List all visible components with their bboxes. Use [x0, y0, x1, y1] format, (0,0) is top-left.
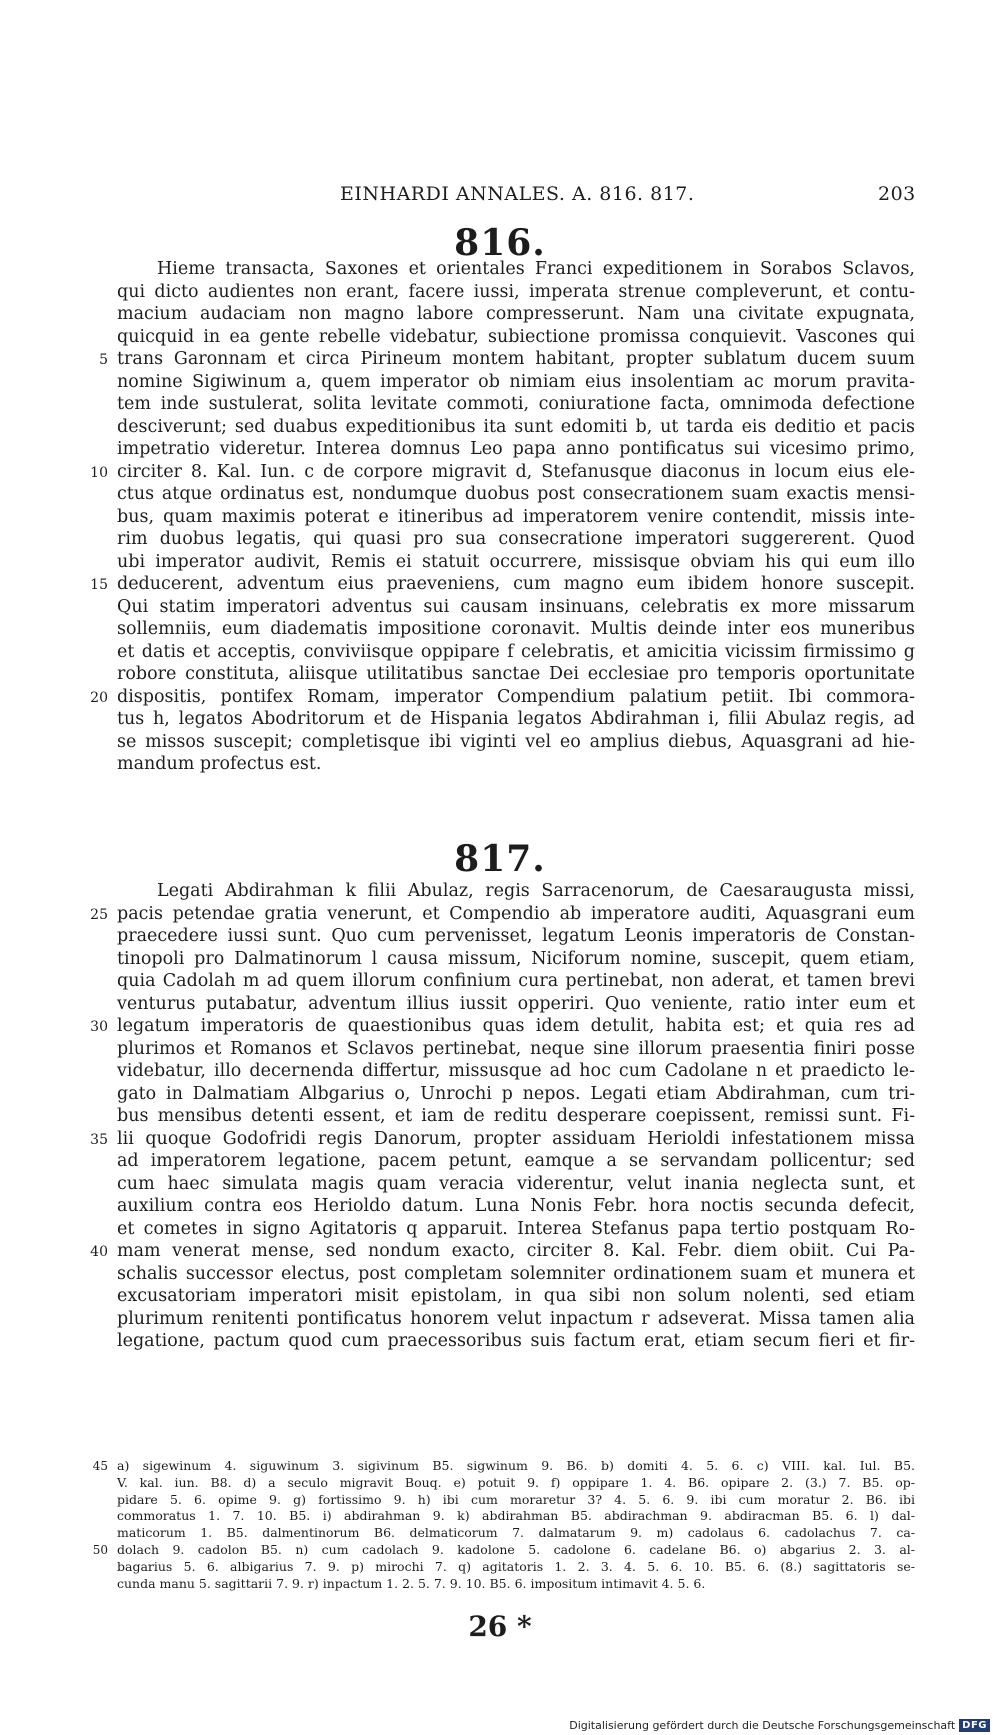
running-title: EINHARDI ANNALES. A. 816. 817.: [340, 183, 695, 205]
text-line: [117, 1492, 915, 1509]
text-line: [117, 1195, 915, 1218]
text-line: [117, 1330, 915, 1353]
line-text: bus, quam maximis poterat e itineribus ad imperatorem venire contendit, missis inte-: [117, 506, 915, 527]
text-line: [117, 1173, 915, 1196]
text-line: [117, 596, 915, 619]
line-text: legatione, pactum quod cum praecessoribus suis factum erat, etiam secum fieri et fir-: [117, 1331, 915, 1351]
line-text: cum haec simulata magis quam veracia viderentur, velut inania neglecta sunt, et: [117, 1173, 915, 1194]
text-line: [117, 993, 915, 1016]
line-text: ad imperatorem legatione, pacem petunt, eamque a se servandam pollicentur; sed: [117, 1151, 915, 1171]
line-number: 25: [90, 906, 108, 923]
line-text: cunda manu 5. sagittarii 7. 9. r) inpactum 1. 2. 5. 7. 9. 10. B5. 6. impositum intimavit 4. 5. 6.: [117, 1575, 706, 1591]
text-line: [117, 281, 915, 304]
funding-text: Digitalisierung gefördert durch die Deutsche Forschungsgemeinschaft: [569, 1718, 956, 1732]
text-line: [90, 461, 915, 484]
text-line: [117, 1083, 915, 1106]
line-text: trans Garonnam et circa Pirineum montem habitant, propter sublatum ducem suum: [117, 349, 915, 369]
page-number: 203: [878, 183, 916, 205]
text-line: [117, 708, 915, 731]
line-text: quicquid in ea gente rebelle videbatur, subiectione promissa conquievit. Vascones qui: [117, 326, 915, 347]
line-text: videbatur, illo decernenda differtur, missusque ad hoc cum Cadolane n et praedicto le-: [117, 1061, 915, 1081]
line-text: sollemniis, eum diadematis impositione coronavit. Multis deinde inter eos muneribus: [117, 619, 915, 639]
line-number: 20: [90, 689, 108, 706]
line-text: tem inde sustulerat, solita levitate commoti, coniuratione facta, omnimoda defectione: [117, 394, 915, 414]
line-text: Legati Abdirahman k filii Abulaz, regis Sarracenorum, de Caesaraugusta missi,: [157, 881, 915, 901]
line-text: praecedere iussi sunt. Quo cum pervenisset, legatum Leonis imperatoris de Constan-: [117, 926, 915, 946]
text-line: [117, 1308, 915, 1331]
line-number: 50: [92, 1542, 108, 1557]
text-line: [117, 371, 915, 394]
text-line: [90, 1128, 915, 1151]
line-number: 35: [90, 1131, 108, 1148]
text-line: [117, 1218, 915, 1241]
line-number: 45: [92, 1459, 108, 1473]
text-line: [117, 1060, 915, 1083]
line-text: gato in Dalmatiam Albgarius o, Unrochi p nepos. Legati etiam Abdirahman, cum tri-: [117, 1083, 915, 1104]
line-text: plurimos et Romanos et Sclavos pertinebat, neque sine illorum praesentia finiri posse: [117, 1038, 915, 1059]
line-text: bagarius 5. 6. albigarius 7. 9. p) mirochi 7. q) agitatoris 1. 2. 3. 4. 5. 6. 10. B5. 6. (8.) sagittatoris se-: [117, 1558, 915, 1574]
line-text: macium audaciam non magno labore compresserunt. Nam una civitate expugnata,: [117, 304, 915, 324]
line-number: 40: [90, 1244, 108, 1260]
text-line: [90, 686, 915, 709]
line-text: quia Cadolah m ad quem illorum confinium cura pertinebat, non aderat, et tamen brevi: [117, 971, 915, 991]
line-text: dolach 9. cadolon B5. n) cum cadolach 9. kadolone 5. cadolone 6. cadelane B6. o) abgarius 2. 3. al-: [117, 1541, 915, 1557]
line-text: dispositis, pontifex Romam, imperator Compendium palatium petiit. Ibi commora-: [117, 686, 915, 707]
text-line: [117, 1263, 915, 1286]
funding-note: [569, 1717, 990, 1733]
text-line: [117, 1576, 915, 1593]
text-line: [117, 618, 915, 641]
line-text: excusatoriam imperatori misit epistolam, in qua sibi non solum nolenti, sed etiam: [117, 1286, 915, 1306]
text-line: [117, 506, 915, 529]
text-line: [117, 1105, 915, 1128]
text-line: [117, 641, 915, 664]
line-text: qui dicto audientes non erant, facere iussi, imperata strenue compleverunt, et contu-: [117, 281, 915, 302]
footnotes: [92, 1458, 915, 1592]
text-line: [90, 903, 915, 926]
line-text: tus h, legatos Abodritorum et de Hispania legatos Abdirahman i, filii Abulaz regis, ad: [117, 709, 915, 729]
line-text: bus mensibus detenti essent, et iam de reditu desperare coepissent, remissi sunt. Fi-: [117, 1106, 915, 1126]
text-line: [92, 1458, 915, 1475]
dfg-logo: DFG: [959, 1719, 990, 1732]
text-line: [117, 1285, 915, 1308]
line-text: legatum imperatoris de quaestionibus quas idem detulit, habita est; et quia res ad: [117, 1016, 915, 1036]
line-number: 10: [90, 464, 108, 481]
line-text: circiter 8. Kal. Iun. c de corpore migravit d, Stefanusque diaconus in locum eius ele-: [117, 461, 915, 482]
text-line: [90, 1015, 915, 1038]
line-number: 5: [99, 352, 108, 368]
line-text: impetratio videretur. Interea domnus Leo papa anno pontificatus sui vicesimo primo,: [117, 439, 915, 459]
text-line: [117, 416, 915, 439]
signature-mark: 26 *: [468, 1610, 532, 1643]
annal-817-text: [90, 880, 915, 1353]
text-line: [117, 1559, 915, 1576]
text-line: [117, 1150, 915, 1173]
text-line: [117, 731, 915, 754]
line-text: tinopoli pro Dalmatinorum l causa missum, Niciforum nomine, suscepit, quem etiam,: [117, 948, 915, 969]
line-text: commoratus 1. 7. 10. B5. i) abdirahman 9. k) abdirahman B5. abdirachman 9. abdiracman B5. 6. l) dal-: [117, 1508, 915, 1524]
line-text: schalis successor electus, post completam solemniter ordinationem suam et munera et: [117, 1263, 915, 1284]
text-line: [90, 573, 915, 596]
text-line: [117, 551, 915, 574]
running-head: [0, 183, 1000, 213]
line-number: 15: [90, 577, 108, 593]
line-text: pacis petendae gratia venerunt, et Compendio ab imperatore auditi, Aquasgrani eum: [117, 903, 915, 924]
year-heading-817: 817.: [454, 838, 546, 880]
text-line: [117, 753, 915, 776]
line-number: 30: [90, 1019, 108, 1035]
line-text: a) sigewinum 4. siguwinum 3. sigivinum B5. sigwinum 9. B6. b) domiti 4. 5. 6. c) VIII. kal. Iul. B5.: [117, 1458, 915, 1473]
line-text: robore constituta, aliisque utilitatibus sanctae Dei ecclesiae pro temporis oportunitate: [117, 664, 915, 684]
line-text: et datis et acceptis, conviviisque oppipare f celebratis, et amicitia vicissim firmissimo g: [117, 641, 915, 662]
text-line: [117, 393, 915, 416]
text-line: [117, 880, 915, 903]
text-line: [117, 528, 915, 551]
line-text: mandum profectus est.: [117, 754, 322, 774]
annal-816-text: [90, 258, 915, 776]
line-text: se missos suscepit; completisque ibi viginti vel eo amplius diebus, Aquasgrani ad hie-: [117, 731, 915, 752]
line-text: rim duobus legatis, qui quasi pro sua consecratione imperatori suggererent. Quod: [117, 529, 915, 549]
line-text: ctus atque ordinatus est, nondumque duobus post consecrationem suam exactis mensi-: [117, 484, 915, 504]
text-line: [117, 303, 915, 326]
year-heading-816: 816.: [454, 222, 546, 264]
line-text: nomine Sigiwinum a, quem imperator ob nimiam eius insolentiam ac morum pravita-: [117, 371, 915, 392]
line-text: deducerent, adventum eius praeveniens, cum magno eum ibidem honore suscepit.: [117, 574, 915, 594]
text-line: [117, 663, 915, 686]
line-text: Qui statim imperatori adventus sui causam insinuans, celebratis ex more missarum: [117, 596, 915, 617]
text-line: [99, 348, 915, 371]
text-line: [117, 1525, 915, 1542]
text-line: [92, 1541, 915, 1559]
line-text: venturus putabatur, adventum illius iussit opperiri. Quo veniente, ratio inter eum et: [117, 993, 915, 1014]
text-line: [117, 326, 915, 349]
text-line: [117, 483, 915, 506]
line-text: auxilium contra eos Herioldo datum. Luna Nonis Febr. hora noctis secunda defecit,: [117, 1196, 915, 1216]
line-text: V. kal. iun. B8. d) a seculo migravit Bouq. e) potuit 9. f) oppipare 1. 4. B6. opipare 2. (3.) 7. B5. op-: [117, 1474, 915, 1490]
text-line: [117, 970, 915, 993]
line-text: maticorum 1. B5. dalmentinorum B6. delmaticorum 7. dalmatarum 9. m) cadolaus 6. cadolachus 7. ca-: [117, 1525, 915, 1541]
text-line: [117, 1475, 915, 1492]
text-line: [117, 258, 915, 281]
text-line: [117, 925, 915, 948]
line-text: Hieme transacta, Saxones et orientales Franci expeditionem in Sorabos Sclavos,: [157, 259, 915, 279]
text-line: [117, 1038, 915, 1061]
line-text: et cometes in signo Agitatoris q apparuit. Interea Stefanus papa tertio postquam Ro-: [117, 1218, 915, 1239]
text-line: [117, 948, 915, 971]
line-text: plurimum renitenti pontificatus honorem velut inpactum r adseverat. Missa tamen alia: [117, 1308, 915, 1329]
text-line: [117, 1508, 915, 1525]
line-text: mam venerat mense, sed nondum exacto, circiter 8. Kal. Febr. diem obiit. Cui Pa-: [117, 1241, 915, 1261]
line-text: desciverunt; sed duabus expeditionibus ita sunt edomiti b, ut tarda eis deditio et pacis: [117, 416, 915, 437]
text-line: [117, 438, 915, 461]
line-text: pidare 5. 6. opime 9. g) fortissimo 9. h) ibi cum moraretur 3? 4. 5. 6. 9. ibi cum moratur 2. B6. ibi: [117, 1491, 915, 1507]
line-text: ubi imperator audivit, Remis ei statuit occurrere, missisque obviam his qui eum illo: [117, 551, 915, 572]
text-line: [90, 1240, 915, 1263]
line-text: lii quoque Godofridi regis Danorum, propter assiduam Herioldi infestationem missa: [117, 1128, 915, 1149]
